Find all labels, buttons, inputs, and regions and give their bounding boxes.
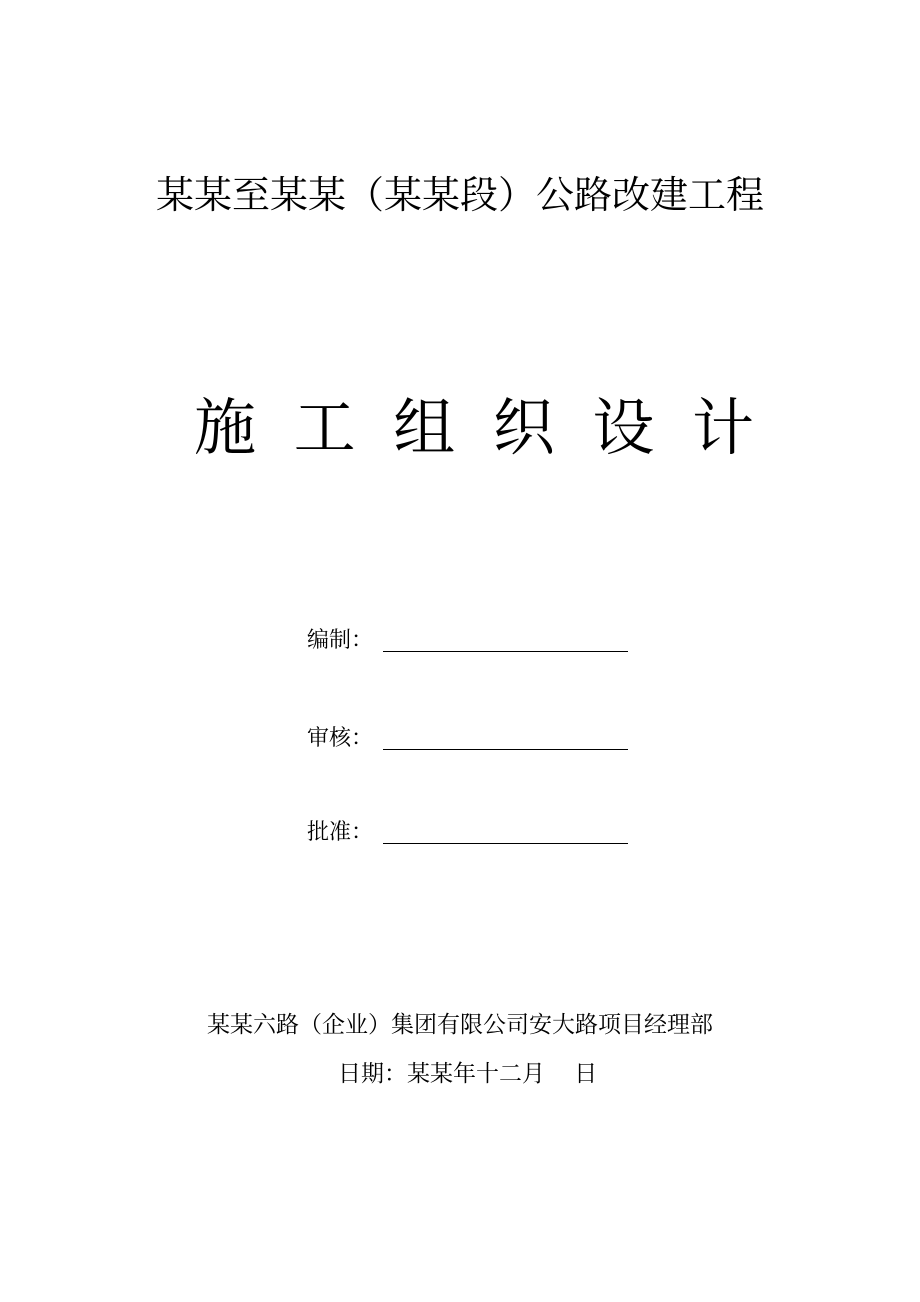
company-name: 某某六路（企业）集团有限公司安大路项目经理部 — [207, 1012, 713, 1038]
compile-label: 编制： — [307, 628, 374, 653]
review-label: 审核： — [307, 726, 374, 751]
main-title-char: 织 — [492, 391, 555, 464]
main-title-char: 工 — [293, 391, 356, 464]
approve-signature-line — [383, 843, 628, 844]
main-title — [194, 388, 754, 468]
main-title-char: 设 — [592, 391, 655, 464]
compile-signature-row — [307, 622, 637, 656]
review-signature-row — [307, 720, 637, 754]
review-signature-line — [383, 749, 628, 750]
approve-signature-row — [307, 814, 637, 848]
main-title-char: 施 — [194, 391, 257, 464]
main-title-char: 计 — [691, 391, 754, 464]
compile-signature-line — [383, 651, 628, 652]
project-title: 某某至某某（某某段）公路改建工程 — [155, 173, 764, 217]
approve-label: 批准： — [307, 820, 374, 845]
date-line: 日期：某某年十二月 日 — [338, 1061, 598, 1087]
main-title-char: 组 — [393, 391, 456, 464]
